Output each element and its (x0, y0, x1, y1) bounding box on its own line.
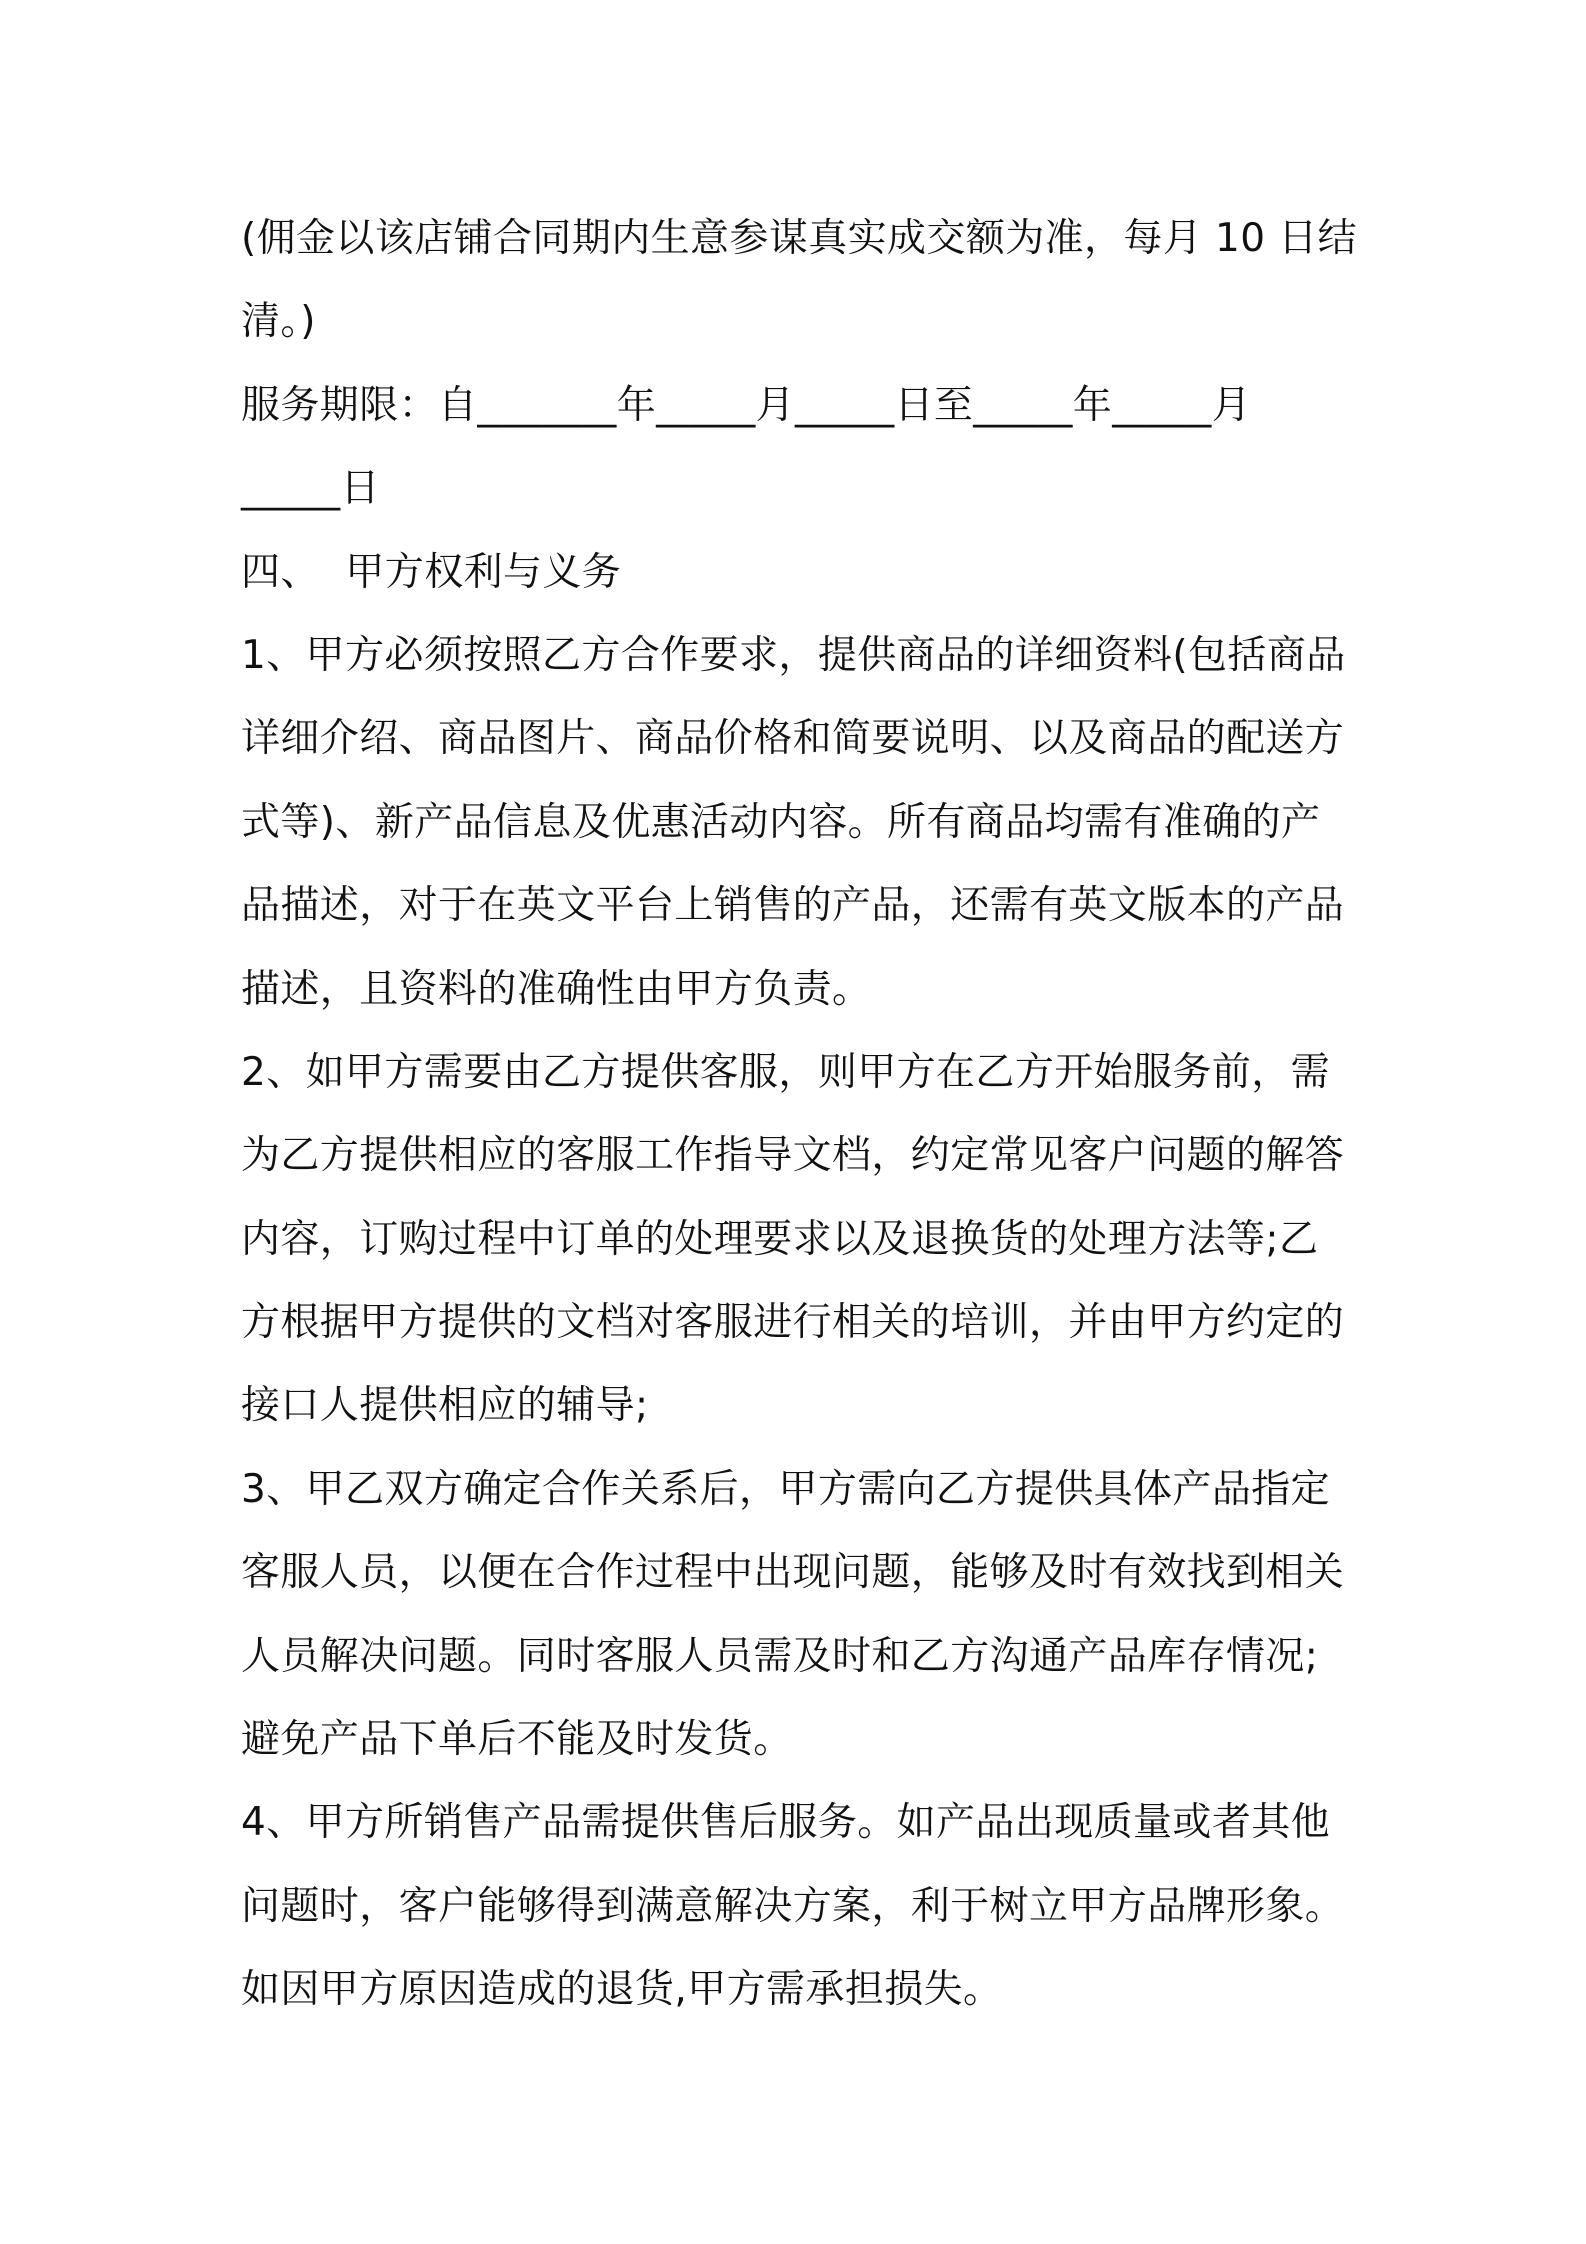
commission-note-line-2: 清。) (241, 299, 316, 345)
clause-2-line-3: 内容，订购过程中订单的处理要求以及退换货的处理方法等;乙 (241, 1216, 1319, 1262)
clause-3-line-1: 3、甲乙双方确定合作关系后，甲方需向乙方提供具体产品指定 (241, 1466, 1331, 1512)
section-heading-party-a-rights: 四、 甲方权利与义务 (241, 549, 622, 595)
service-period-line-1: 服务期限：自_______年_____月_____日至_____年_____月 (241, 382, 1252, 428)
clause-2-line-1: 2、如甲方需要由乙方提供客服，则甲方在乙方开始服务前，需 (241, 1049, 1331, 1095)
service-period-line-2: _____日 (241, 466, 380, 512)
clause-2-line-2: 为乙方提供相应的客服工作指导文档，约定常见客户问题的解答 (241, 1133, 1345, 1179)
clause-3-line-3: 人员解决问题。同时客服人员需及时和乙方沟通产品库存情况; (241, 1633, 1319, 1679)
clause-2-line-4: 方根据甲方提供的文档对客服进行相关的培训，并由甲方约定的 (241, 1300, 1345, 1346)
clause-1-line-4: 品描述，对于在英文平台上销售的产品，还需有英文版本的产品 (241, 883, 1345, 929)
clause-1-line-2: 详细介绍、商品图片、商品价格和简要说明、以及商品的配送方 (241, 716, 1345, 762)
clause-4-line-3: 如因甲方原因造成的退货,甲方需承担损失。 (241, 1967, 1003, 2013)
clause-1-line-1: 1、甲方必须按照乙方合作要求，提供商品的详细资料(包括商品 (241, 632, 1346, 678)
clause-2-line-5: 接口人提供相应的辅导; (241, 1383, 649, 1429)
clause-3-line-4: 避免产品下单后不能及时发货。 (241, 1717, 793, 1763)
clause-1-line-3: 式等)、新产品信息及优惠活动内容。所有商品均需有准确的产 (241, 799, 1321, 845)
clause-1-line-5: 描述，且资料的准确性由甲方负责。 (241, 966, 872, 1012)
clause-3-line-2: 客服人员，以便在合作过程中出现问题，能够及时有效找到相关 (241, 1550, 1345, 1596)
document-page (241, 197, 1361, 2032)
clause-4-line-1: 4、甲方所销售产品需提供售后服务。如产品出现质量或者其他 (241, 1800, 1331, 1846)
commission-note-line-1: (佣金以该店铺合同期内生意参谋真实成交额为准，每月 10 日结 (241, 216, 1358, 261)
clause-4-line-2: 问题时，客户能够得到满意解决方案，利于树立甲方品牌形象。 (241, 1883, 1345, 1929)
